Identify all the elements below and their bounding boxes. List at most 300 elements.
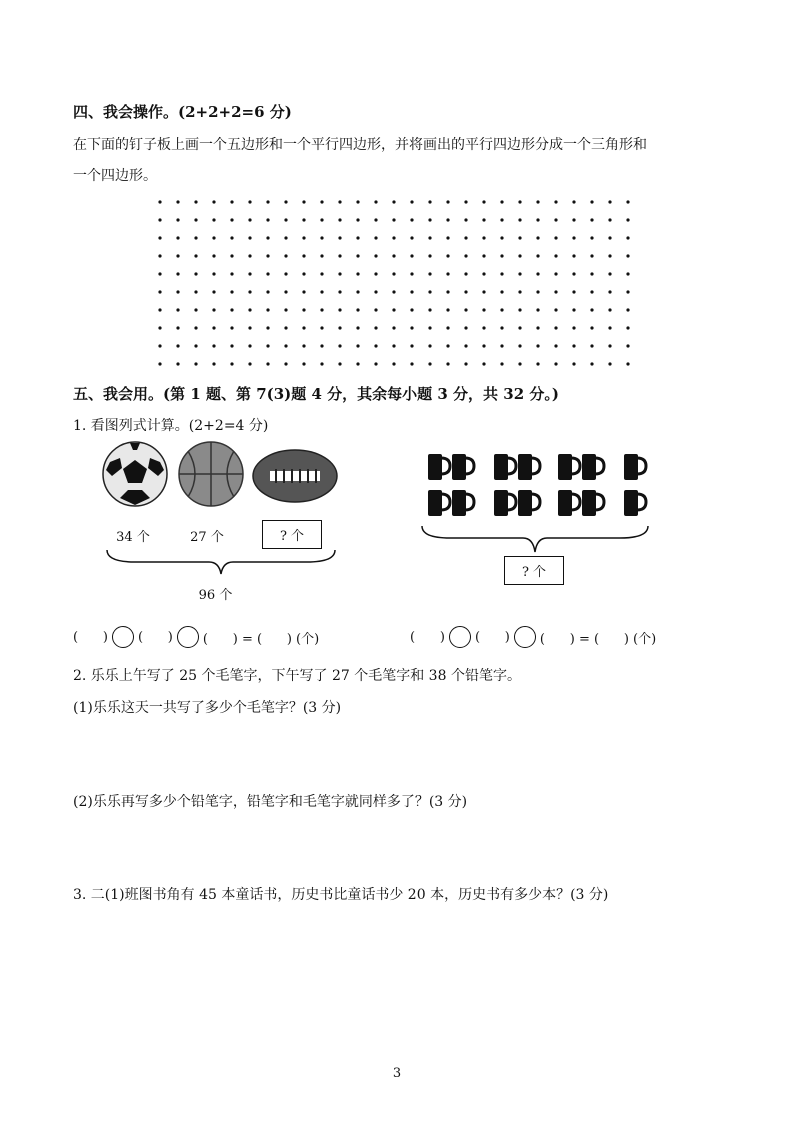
peg-dot[interactable] xyxy=(464,290,467,293)
peg-dot[interactable] xyxy=(338,344,341,347)
blank[interactable]: ( ) xyxy=(474,629,510,645)
football-icon xyxy=(253,450,337,502)
peg-dot[interactable] xyxy=(590,326,593,329)
peg-dot[interactable] xyxy=(626,272,629,275)
peg-dot[interactable] xyxy=(590,218,593,221)
peg-dot[interactable] xyxy=(194,308,197,311)
peg-dot[interactable] xyxy=(230,326,233,329)
peg-dot[interactable] xyxy=(248,272,251,275)
total-balls: 96 个 xyxy=(198,588,233,603)
operator-circle[interactable] xyxy=(177,626,199,648)
peg-dot[interactable] xyxy=(374,344,377,347)
peg-dot[interactable] xyxy=(338,200,341,203)
peg-dot[interactable] xyxy=(536,254,539,257)
peg-dot[interactable] xyxy=(392,272,395,275)
peg-dot[interactable] xyxy=(572,344,575,347)
peg-dot[interactable] xyxy=(590,254,593,257)
peg-dot[interactable] xyxy=(410,308,413,311)
peg-dot[interactable] xyxy=(284,254,287,257)
peg-dot[interactable] xyxy=(338,326,341,329)
peg-dot[interactable] xyxy=(320,326,323,329)
peg-dot[interactable] xyxy=(158,200,161,203)
peg-dot[interactable] xyxy=(194,254,197,257)
peg-dot[interactable] xyxy=(356,308,359,311)
peg-dot[interactable] xyxy=(446,236,449,239)
peg-dot[interactable] xyxy=(608,200,611,203)
peg-dot[interactable] xyxy=(464,326,467,329)
peg-dot[interactable] xyxy=(626,362,629,365)
peg-dot[interactable] xyxy=(500,290,503,293)
peg-dot[interactable] xyxy=(554,290,557,293)
peg-dot[interactable] xyxy=(356,254,359,257)
peg-dot[interactable] xyxy=(536,272,539,275)
peg-dot[interactable] xyxy=(338,308,341,311)
peg-dot[interactable] xyxy=(482,362,485,365)
peg-dot[interactable] xyxy=(248,200,251,203)
peg-dot[interactable] xyxy=(302,362,305,365)
peg-dot[interactable] xyxy=(482,290,485,293)
label-soccer: 34 个 xyxy=(116,530,150,545)
peg-dot[interactable] xyxy=(500,272,503,275)
peg-dot[interactable] xyxy=(500,362,503,365)
peg-dot[interactable] xyxy=(176,272,179,275)
peg-dot[interactable] xyxy=(266,344,269,347)
peg-dot[interactable] xyxy=(482,272,485,275)
peg-dot[interactable] xyxy=(374,326,377,329)
peg-dot[interactable] xyxy=(536,326,539,329)
peg-dot[interactable] xyxy=(590,200,593,203)
peg-dot[interactable] xyxy=(572,290,575,293)
peg-dot[interactable] xyxy=(374,308,377,311)
peg-dot[interactable] xyxy=(410,326,413,329)
peg-dot[interactable] xyxy=(302,272,305,275)
peg-dot[interactable] xyxy=(590,308,593,311)
peg-dot[interactable] xyxy=(248,254,251,257)
peg-dot[interactable] xyxy=(428,200,431,203)
peg-dot[interactable] xyxy=(284,236,287,239)
peg-dot[interactable] xyxy=(284,200,287,203)
peg-dot[interactable] xyxy=(194,272,197,275)
peg-dot[interactable] xyxy=(446,326,449,329)
peg-dot[interactable] xyxy=(356,272,359,275)
brace-balls xyxy=(105,548,337,576)
peg-dot[interactable] xyxy=(230,254,233,257)
peg-dot[interactable] xyxy=(302,308,305,311)
equation-balls xyxy=(73,626,319,648)
peg-dot[interactable] xyxy=(626,308,629,311)
peg-dot[interactable] xyxy=(302,236,305,239)
peg-dot[interactable] xyxy=(536,236,539,239)
peg-dot[interactable] xyxy=(428,254,431,257)
peg-dot[interactable] xyxy=(554,272,557,275)
peg-dot[interactable] xyxy=(536,218,539,221)
peg-dot[interactable] xyxy=(572,236,575,239)
peg-dot[interactable] xyxy=(410,254,413,257)
unknown-box-mugs: ? 个 xyxy=(504,556,564,585)
peg-dot[interactable] xyxy=(482,344,485,347)
peg-dot[interactable] xyxy=(608,308,611,311)
peg-dot[interactable] xyxy=(572,200,575,203)
peg-dot[interactable] xyxy=(320,272,323,275)
peg-dot[interactable] xyxy=(626,200,629,203)
peg-dot[interactable] xyxy=(518,200,521,203)
peg-dot[interactable] xyxy=(554,344,557,347)
peg-dot[interactable] xyxy=(626,236,629,239)
peg-dot[interactable] xyxy=(158,290,161,293)
peg-dot[interactable] xyxy=(464,218,467,221)
peg-dot[interactable] xyxy=(230,218,233,221)
peg-dot[interactable] xyxy=(482,254,485,257)
peg-dot[interactable] xyxy=(500,326,503,329)
peg-board[interactable] xyxy=(150,196,640,368)
peg-dot[interactable] xyxy=(410,344,413,347)
label-basketball: 27 个 xyxy=(190,530,224,545)
peg-dot[interactable] xyxy=(302,326,305,329)
peg-dot[interactable] xyxy=(608,290,611,293)
peg-dot[interactable] xyxy=(554,254,557,257)
peg-dot[interactable] xyxy=(356,236,359,239)
peg-dot[interactable] xyxy=(374,290,377,293)
peg-dot[interactable] xyxy=(572,326,575,329)
peg-dot[interactable] xyxy=(284,344,287,347)
peg-dot[interactable] xyxy=(320,254,323,257)
peg-dot[interactable] xyxy=(338,254,341,257)
peg-dot[interactable] xyxy=(392,308,395,311)
peg-dot[interactable] xyxy=(338,362,341,365)
peg-dot[interactable] xyxy=(230,290,233,293)
peg-dot[interactable] xyxy=(482,200,485,203)
peg-dot[interactable] xyxy=(428,218,431,221)
peg-dot[interactable] xyxy=(464,254,467,257)
blank[interactable]: ( ) xyxy=(410,629,445,645)
peg-dot[interactable] xyxy=(230,308,233,311)
brace-mugs xyxy=(420,524,650,554)
peg-dot[interactable] xyxy=(194,362,197,365)
peg-dot[interactable] xyxy=(572,254,575,257)
peg-dot[interactable] xyxy=(212,326,215,329)
peg-dot[interactable] xyxy=(248,308,251,311)
peg-dot[interactable] xyxy=(176,254,179,257)
peg-dot[interactable] xyxy=(248,362,251,365)
peg-dot[interactable] xyxy=(392,344,395,347)
peg-dot[interactable] xyxy=(176,200,179,203)
balls-picture xyxy=(100,440,340,510)
peg-dot[interactable] xyxy=(518,290,521,293)
mugs-picture xyxy=(422,452,652,524)
peg-dot[interactable] xyxy=(482,308,485,311)
peg-dot[interactable] xyxy=(284,308,287,311)
peg-dot[interactable] xyxy=(626,254,629,257)
peg-dot[interactable] xyxy=(410,236,413,239)
peg-dot[interactable] xyxy=(212,254,215,257)
peg-dot[interactable] xyxy=(572,218,575,221)
peg-dot[interactable] xyxy=(482,218,485,221)
peg-dot[interactable] xyxy=(572,362,575,365)
peg-dot[interactable] xyxy=(302,200,305,203)
peg-dot[interactable] xyxy=(284,218,287,221)
peg-dot[interactable] xyxy=(230,344,233,347)
peg-dot[interactable] xyxy=(428,236,431,239)
peg-dot[interactable] xyxy=(194,200,197,203)
peg-dot[interactable] xyxy=(410,218,413,221)
peg-dot[interactable] xyxy=(266,236,269,239)
peg-dot[interactable] xyxy=(320,290,323,293)
peg-dot[interactable] xyxy=(158,362,161,365)
peg-dot[interactable] xyxy=(608,362,611,365)
peg-dot[interactable] xyxy=(158,308,161,311)
peg-dot[interactable] xyxy=(392,254,395,257)
peg-dot[interactable] xyxy=(374,362,377,365)
peg-dot[interactable] xyxy=(428,344,431,347)
mug-icons xyxy=(428,454,646,516)
peg-dot[interactable] xyxy=(284,362,287,365)
peg-dot[interactable] xyxy=(230,200,233,203)
peg-dot[interactable] xyxy=(518,326,521,329)
peg-dot[interactable] xyxy=(356,362,359,365)
section4-instruction-line2: 一个四边形。 xyxy=(73,168,157,184)
peg-dot[interactable] xyxy=(608,344,611,347)
peg-dot[interactable] xyxy=(284,326,287,329)
peg-dot[interactable] xyxy=(590,362,593,365)
blank-result[interactable]: ( ) = ( ) (个) xyxy=(202,631,320,647)
operator-circle[interactable] xyxy=(449,626,471,648)
peg-dot[interactable] xyxy=(572,272,575,275)
peg-dot[interactable] xyxy=(158,272,161,275)
peg-dot[interactable] xyxy=(500,308,503,311)
peg-dot[interactable] xyxy=(320,200,323,203)
peg-dot[interactable] xyxy=(266,362,269,365)
peg-dot[interactable] xyxy=(608,218,611,221)
peg-dot[interactable] xyxy=(428,272,431,275)
peg-dot[interactable] xyxy=(500,200,503,203)
peg-dot[interactable] xyxy=(266,290,269,293)
peg-dot[interactable] xyxy=(392,200,395,203)
peg-dot[interactable] xyxy=(302,344,305,347)
peg-dot[interactable] xyxy=(284,290,287,293)
peg-dot[interactable] xyxy=(554,326,557,329)
peg-dot[interactable] xyxy=(626,218,629,221)
peg-dot[interactable] xyxy=(536,200,539,203)
peg-dot[interactable] xyxy=(518,236,521,239)
peg-dot[interactable] xyxy=(356,218,359,221)
peg-dot[interactable] xyxy=(410,362,413,365)
peg-dot[interactable] xyxy=(320,236,323,239)
peg-dot[interactable] xyxy=(590,344,593,347)
peg-dot[interactable] xyxy=(374,200,377,203)
peg-dot[interactable] xyxy=(176,218,179,221)
peg-dot[interactable] xyxy=(194,236,197,239)
peg-dot[interactable] xyxy=(230,272,233,275)
peg-dot[interactable] xyxy=(194,344,197,347)
peg-dot[interactable] xyxy=(500,236,503,239)
peg-dot[interactable] xyxy=(410,290,413,293)
peg-dot[interactable] xyxy=(266,326,269,329)
peg-dot[interactable] xyxy=(212,200,215,203)
peg-dot[interactable] xyxy=(554,236,557,239)
peg-dot[interactable] xyxy=(194,218,197,221)
peg-dot[interactable] xyxy=(356,344,359,347)
peg-dot[interactable] xyxy=(230,362,233,365)
peg-dot[interactable] xyxy=(176,362,179,365)
peg-dot[interactable] xyxy=(536,362,539,365)
peg-dot[interactable] xyxy=(194,290,197,293)
peg-dot[interactable] xyxy=(374,254,377,257)
peg-dot[interactable] xyxy=(194,326,197,329)
peg-dot[interactable] xyxy=(176,344,179,347)
peg-dot[interactable] xyxy=(320,362,323,365)
peg-dot[interactable] xyxy=(464,272,467,275)
peg-dot[interactable] xyxy=(482,326,485,329)
peg-dot[interactable] xyxy=(500,254,503,257)
section4-instruction-line1: 在下面的钉子板上画一个五边形和一个平行四边形，并将画出的平行四边形分成一个三角形和 xyxy=(73,137,647,153)
peg-dot[interactable] xyxy=(212,308,215,311)
peg-dot[interactable] xyxy=(212,236,215,239)
peg-dot[interactable] xyxy=(554,362,557,365)
peg-dot[interactable] xyxy=(266,272,269,275)
peg-dot[interactable] xyxy=(338,218,341,221)
peg-dot[interactable] xyxy=(608,254,611,257)
peg-dot[interactable] xyxy=(572,308,575,311)
q2-text: 2. 乐乐上午写了 25 个毛笔字，下午写了 27 个毛笔字和 38 个铅笔字。 xyxy=(73,668,521,684)
peg-dot[interactable] xyxy=(554,218,557,221)
peg-dot[interactable] xyxy=(284,272,287,275)
peg-dot[interactable] xyxy=(554,308,557,311)
peg-dot[interactable] xyxy=(266,308,269,311)
peg-dot[interactable] xyxy=(518,254,521,257)
peg-dot[interactable] xyxy=(518,218,521,221)
operator-circle[interactable] xyxy=(112,626,134,648)
peg-dot[interactable] xyxy=(518,308,521,311)
operator-circle[interactable] xyxy=(514,626,536,648)
peg-dot[interactable] xyxy=(464,344,467,347)
peg-dot[interactable] xyxy=(428,362,431,365)
peg-dot[interactable] xyxy=(446,200,449,203)
peg-dot[interactable] xyxy=(212,218,215,221)
q2-sub1: (1)乐乐这天一共写了多少个毛笔字？(3 分) xyxy=(73,700,342,716)
blank-result[interactable]: ( ) = ( ) (个) xyxy=(539,631,657,647)
peg-dot[interactable] xyxy=(536,344,539,347)
peg-dot[interactable] xyxy=(356,290,359,293)
peg-dot[interactable] xyxy=(446,218,449,221)
peg-dot[interactable] xyxy=(392,218,395,221)
peg-dot[interactable] xyxy=(320,218,323,221)
peg-dot[interactable] xyxy=(482,236,485,239)
peg-dot[interactable] xyxy=(554,200,557,203)
peg-dot[interactable] xyxy=(176,236,179,239)
peg-dot[interactable] xyxy=(590,272,593,275)
peg-dot[interactable] xyxy=(266,254,269,257)
peg-dot[interactable] xyxy=(158,218,161,221)
peg-dot[interactable] xyxy=(392,236,395,239)
peg-dot[interactable] xyxy=(626,326,629,329)
peg-dot[interactable] xyxy=(518,344,521,347)
blank[interactable]: ( ) xyxy=(137,629,173,645)
peg-dot[interactable] xyxy=(464,362,467,365)
peg-dot[interactable] xyxy=(446,290,449,293)
blank[interactable]: ( ) xyxy=(73,629,108,645)
peg-dot[interactable] xyxy=(518,272,521,275)
peg-dot[interactable] xyxy=(536,290,539,293)
peg-dot[interactable] xyxy=(248,218,251,221)
peg-dot[interactable] xyxy=(158,254,161,257)
peg-dot[interactable] xyxy=(374,236,377,239)
peg-dot[interactable] xyxy=(608,236,611,239)
peg-dot[interactable] xyxy=(518,362,521,365)
q3-text: 3. 二(1)班图书角有 45 本童话书，历史书比童话书少 20 本，历史书有多少本？(3 分) xyxy=(73,887,609,903)
peg-dot[interactable] xyxy=(590,236,593,239)
peg-dot[interactable] xyxy=(320,344,323,347)
peg-dot[interactable] xyxy=(392,362,395,365)
peg-dot[interactable] xyxy=(248,290,251,293)
peg-dot[interactable] xyxy=(338,272,341,275)
peg-dot[interactable] xyxy=(428,308,431,311)
peg-dot[interactable] xyxy=(212,362,215,365)
peg-dot[interactable] xyxy=(248,236,251,239)
peg-dot[interactable] xyxy=(356,200,359,203)
peg-dot[interactable] xyxy=(446,344,449,347)
peg-dot[interactable] xyxy=(302,254,305,257)
peg-dot[interactable] xyxy=(374,218,377,221)
peg-dot[interactable] xyxy=(356,326,359,329)
peg-dot[interactable] xyxy=(158,326,161,329)
peg-dot[interactable] xyxy=(248,326,251,329)
peg-dot[interactable] xyxy=(302,218,305,221)
peg-dot[interactable] xyxy=(338,290,341,293)
q2-sub2: (2)乐乐再写多少个铅笔字，铅笔字和毛笔字就同样多了？(3 分) xyxy=(73,794,468,810)
peg-dot[interactable] xyxy=(374,272,377,275)
peg-dot[interactable] xyxy=(212,272,215,275)
peg-dot[interactable] xyxy=(428,326,431,329)
peg-dot[interactable] xyxy=(410,200,413,203)
peg-dot[interactable] xyxy=(230,236,233,239)
peg-dot[interactable] xyxy=(266,200,269,203)
peg-dot[interactable] xyxy=(446,254,449,257)
peg-dot[interactable] xyxy=(536,308,539,311)
equation-mugs xyxy=(410,626,656,648)
peg-dot[interactable] xyxy=(392,290,395,293)
peg-dot[interactable] xyxy=(392,326,395,329)
peg-dot[interactable] xyxy=(176,326,179,329)
peg-dot[interactable] xyxy=(158,236,161,239)
peg-dot[interactable] xyxy=(626,290,629,293)
peg-dot[interactable] xyxy=(500,344,503,347)
peg-dot[interactable] xyxy=(464,200,467,203)
peg-dot[interactable] xyxy=(626,344,629,347)
peg-dot[interactable] xyxy=(338,236,341,239)
peg-dot[interactable] xyxy=(176,308,179,311)
soccer-ball-icon xyxy=(103,442,167,506)
peg-dot[interactable] xyxy=(158,344,161,347)
peg-dot[interactable] xyxy=(590,290,593,293)
peg-dot[interactable] xyxy=(212,344,215,347)
peg-dot[interactable] xyxy=(500,218,503,221)
peg-dot[interactable] xyxy=(608,326,611,329)
peg-dot[interactable] xyxy=(266,218,269,221)
peg-dot[interactable] xyxy=(212,290,215,293)
peg-dot[interactable] xyxy=(176,290,179,293)
peg-dot[interactable] xyxy=(464,308,467,311)
peg-dot[interactable] xyxy=(428,290,431,293)
peg-dot[interactable] xyxy=(464,236,467,239)
peg-dot[interactable] xyxy=(410,272,413,275)
peg-dot[interactable] xyxy=(446,272,449,275)
peg-dot[interactable] xyxy=(446,362,449,365)
peg-dot[interactable] xyxy=(446,308,449,311)
peg-dot[interactable] xyxy=(608,272,611,275)
peg-dot[interactable] xyxy=(320,308,323,311)
peg-dot[interactable] xyxy=(302,290,305,293)
peg-dot[interactable] xyxy=(248,344,251,347)
